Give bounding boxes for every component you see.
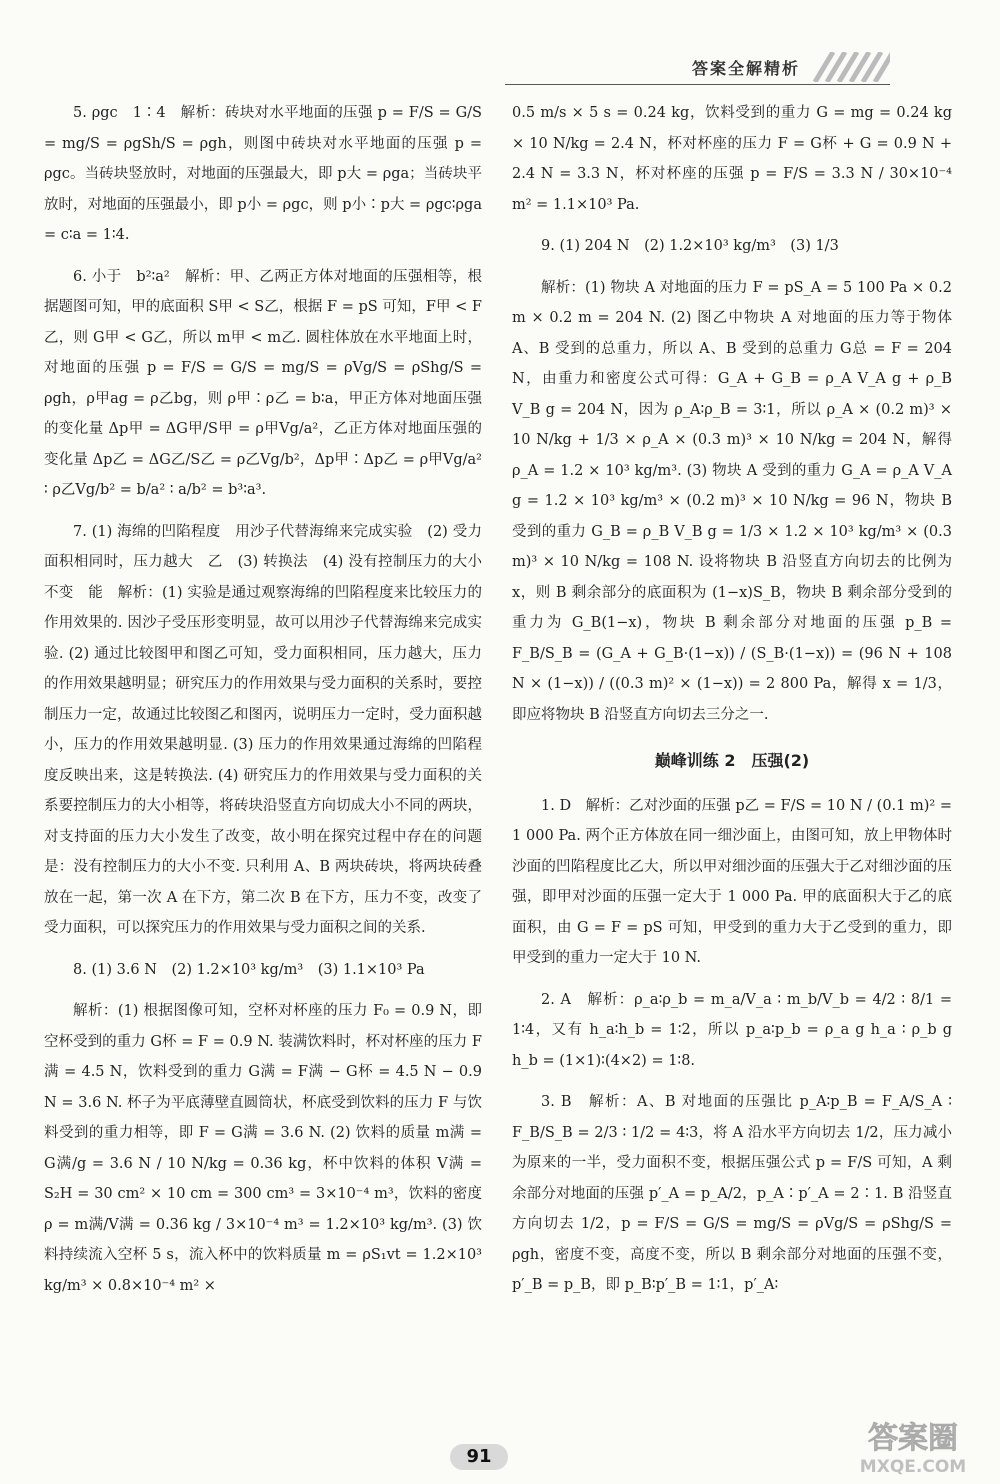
left-column [44,98,482,1312]
answer-8-analysis: 解析：(1) 根据图像可知，空杯对杯座的压力 F₀ = 0.9 N，即空杯受到的重力 G杯 = F = 0.9 N. 装满饮料时，杯对杯座的压力 F满 = 4.5 N，饮料受到的重力 G满 = F满 − G杯 = 4.5 N − 0.9 N = 3.6 N. 杯子为平底薄壁直圆筒状，杯底受到饮料的压力 F 与饮料受到的重力相等，即 F = G满 = 3.6 N. (2) 饮料的质量 m满 = G满/g = 3.6 N / 10 N/kg = 0.36 kg，杯中饮料的体积 V满 = S₂H = 30 cm² × 10 cm = 300 cm³ = 3×10⁻⁴ m³，饮料的密度 ρ = m满/V满 = 0.36 kg / 3×10⁻⁴ m³ = 1.2×10³ kg/m³. (3) 饮料持续流入空杯 5 s，流入杯中的饮料质量 m = ρS₁vt = 1.2×10³ kg/m³ × 0.8×10⁻⁴ m² × [44,1003,482,1294]
header-title: 答案全解精析 [691,59,800,78]
answer-6: 6. 小于 b²∶a² 解析：甲、乙两正方体对地面的压强相等，根据题图可知，甲的底面积 S甲 < S乙，根据 F = pS 可知，F甲 < F乙，则 G甲 < G乙，所以 m甲 < m乙. 圆柱体放在水平地面上时，对地面的压强 p = F/S = G/S = mg/S = ρVg/S = ρShg/S = ρgh，ρ甲ag = ρ乙bg，则 ρ甲∶ρ乙 = b∶a，甲正方体对地面压强的变化量 Δp甲 = ΔG甲/S甲 = ρ甲Vg/a²，乙正方体对地面压强的变化量 Δp乙 = ΔG乙/S乙 = ρ乙Vg/b²，Δp甲∶Δp乙 = ρ甲Vg/a² ∶ ρ乙Vg/b² = b/a² ∶ a/b² = b³∶a³. [44,268,482,498]
section-title: 巅峰训练 2 压强(2) [654,751,810,770]
answer-7: 7. (1) 海绵的凹陷程度 用沙子代替海绵来完成实验 (2) 受力面积相同时，压力越大 乙 (3) 转换法 (4) 没有控制压力的大小不变 能 解析：(1) 实验是通过观察海绵的凹陷程度来比较压力的作用效果的. 因沙子受压形变明显，故可以用沙子代替海绵来完成实验. (2) 通过比较图甲和图乙可知，受力面积相同，压力越大，压力的作用效果越明显；研究压力的作用效果与受力面积的关系时，要控制压力一定，故通过比较图乙和图丙，说明压力一定时，受力面积越小，压力的作用效果越明显. (3) 压力的作用效果通过海绵的凹陷程度反映出来，这是转换法. (4) 研究压力的作用效果与受力面积的关系要控制压力的大小相等，将砖块沿竖直方向切成大小不同的两块，对支持面的压力大小发生了改变，故小明在探究过程中存在的问题是：没有控制压力的大小不变. 只利用 A、B 两块砖块，将两块砖叠放在一起，第一次 A 在下方，第二次 B 在下方，压力不变，改变了受力面积，可以探究压力的作用效果与受力面积之间的关系. [44,523,482,936]
right-column [512,98,952,1312]
answer-1: 1. D 解析：乙对沙面的压强 p乙 = F/S = 10 N / (0.1 m)² = 1 000 Pa. 两个正方体放在同一细沙面上，由图可知，放上甲物体时沙面的凹陷程度比乙大，所以甲对细沙面的压强大于乙对细沙面的压强，即甲对沙面的压强一定大于 1 000 Pa. 甲的底面积大于乙的底面积，由 G = F = pS 可知，甲受到的重力大于乙受到的重力，即甲受到的重力一定大于 10 N. [512,797,952,966]
page-number: 91 [450,1444,508,1470]
header-divider [505,84,890,85]
decorative-stripes-icon [805,52,890,82]
svg-text:答案圈: 答案圈 [868,1421,958,1456]
answer-9-analysis: 解析：(1) 物块 A 对地面的压力 F = pS_A = 5 100 Pa × 0.2 m × 0.2 m = 204 N. (2) 图乙中物块 A 对地面的压力等于物体 A、B 受到的总重力，所以 A、B 受到的总重力 G总 = F = 204 N，由重力和密度公式可得：G_A + G_B = ρ_A V_A g + ρ_B V_B g = 204 N，因为 ρ_A∶ρ_B = 3∶1，所以 ρ_A × (0.2 m)³ × 10 N/kg + 1/3 × ρ_A × (0.3 m)³ × 10 N/kg = 204 N，解得 ρ_A = 1.2 × 10³ kg/m³. (3) 物块 A 受到的重力 G_A = ρ_A V_A g = 1.2 × 10³ kg/m³ × (0.2 m)³ × 10 N/kg = 96 N，物块 B 受到的重力 G_B = ρ_B V_B g = 1/3 × 1.2 × 10³ kg/m³ × (0.3 m)³ × 10 N/kg = 108 N. 设将物块 B 沿竖直方向切去的比例为 x，则 B 剩余部分的底面积为 (1−x)S_B，物块 B 剩余部分受到的重力为 G_B(1−x)，物块 B 剩余部分对地面的压强 p_B = F_B/S_B = (G_A + G_B·(1−x)) / (S_B·(1−x)) = (96 N + 108 N × (1−x)) / ((0.3 m)² × (1−x)) = 2 800 Pa，解得 x = 1/3，即应将物块 B 沿竖直方向切去三分之一. [512,279,952,723]
page-header [0,44,1000,94]
answer-2: 2. A 解析：ρ_a∶ρ_b = m_a/V_a ∶ m_b/V_b = 4/2 ∶ 8/1 = 1∶4，又有 h_a∶h_b = 1∶2，所以 p_a∶p_b = ρ_a g h_a ∶ ρ_b g h_b = (1×1)∶(4×2) = 1∶8. [512,991,952,1069]
watermark-logo-icon [838,1410,988,1480]
answer-9-heading: 9. (1) 204 N (2) 1.2×10³ kg/m³ (3) 1/3 [541,238,839,254]
answer-8-continued: 0.5 m/s × 5 s = 0.24 kg，饮料受到的重力 G = mg = 0.24 kg × 10 N/kg = 2.4 N，杯对杯座的压力 F = G杯 + G = 0.9 N + 2.4 N = 3.3 N，杯对杯座的压强 p = F/S = 3.3 N / 30×10⁻⁴ m² = 1.1×10³ Pa. [512,105,952,213]
answer-8-heading: 8. (1) 3.6 N (2) 1.2×10³ kg/m³ (3) 1.1×10³ Pa [73,961,425,978]
answer-5: 5. ρgc 1∶4 解析：砖块对水平地面的压强 p = F/S = G/S = mg/S = ρgSh/S = ρgh，则图中砖块对水平地面的压强 p = ρgc。当砖块竖放时，对地面的压强最大，即 p大 = ρga；当砖块平放时，对地面的压强最小，即 p小 = ρgc，则 p小∶p大 = ρgc∶ρga = c∶a = 1∶4. [44,105,482,243]
svg-text:MXQE.COM: MXQE.COM [859,1457,967,1477]
answer-3: 3. B 解析：A、B 对地面的压强比 p_A∶p_B = F_A/S_A ∶ F_B/S_B = 2/3 ∶ 1/2 = 4∶3，将 A 沿水平方向切去 1/2，压力减小为原来的一半，受力面积不变，根据压强公式 p = F/S 可知，A 剩余部分对地面的压强 p′_A = p_A/2，p_A∶p′_A = 2∶1. B 沿竖直方向切去 1/2，p = F/S = G/S = mg/S = ρVg/S = ρShg/S = ρgh，密度不变，高度不变，所以 B 剩余部分对地面的压强不变，p′_B = p_B，即 p_B∶p′_B = 1∶1，p′_A∶ [512,1094,952,1293]
